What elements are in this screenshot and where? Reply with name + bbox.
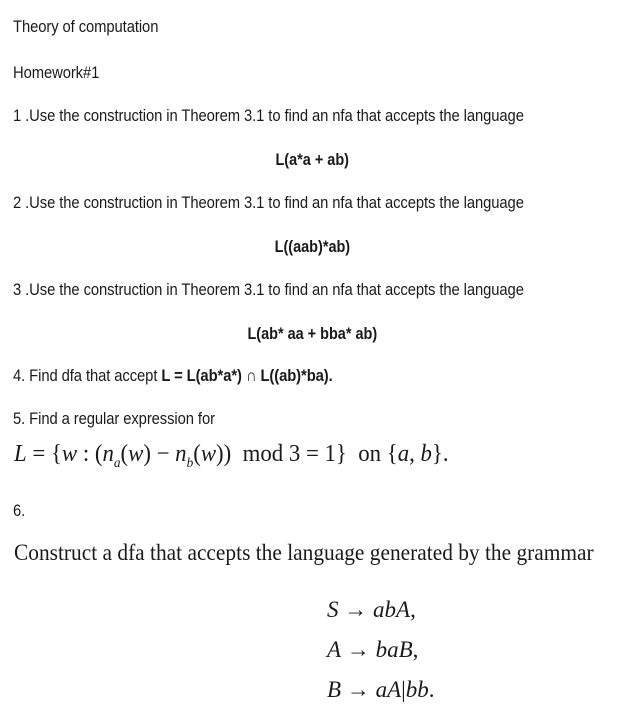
question-2-text: 2 .Use the construction in Theorem 3.1 to find an nfa that accepts the language (13, 193, 524, 212)
question-5-math-formula: L = {w : $(n_a(w) - n_b(w))$ mod 3 = 1} on {a, b}. (14, 441, 449, 471)
question-4-prefix: 4. Find dfa that accept (13, 366, 162, 385)
question-3-expression-row (0, 324, 624, 344)
question-3-expression: L(ab* aa + bba* ab) (247, 324, 377, 343)
question-4-expression: L = L(ab*a*) ∩ L((ab)*ba). (161, 366, 333, 385)
grammar-rule-s: S → abA, (327, 597, 416, 622)
question-4 (13, 366, 333, 386)
question-2-expression: L((aab)*ab) (274, 237, 350, 256)
document-title: Theory of computation (13, 17, 159, 36)
question-5-math (14, 441, 449, 472)
question-1-expression-row (0, 150, 624, 170)
question-3-text: 3 .Use the construction in Theorem 3.1 to find an nfa that accepts the language (13, 280, 524, 299)
question-2-expression-row (0, 237, 624, 257)
question-5-text: 5. Find a regular expression for (13, 409, 215, 428)
question-1-expression: L(a*a + ab) (275, 150, 349, 169)
homework-label: Homework#1 (13, 63, 100, 82)
question-1-text: 1 .Use the construction in Theorem 3.1 to find an nfa that accepts the language (13, 106, 524, 125)
grammar-rule-a: A → baB, (327, 637, 419, 662)
question-6-number: 6. (13, 501, 26, 520)
grammar-rule-b: B → aA|bb. (327, 677, 435, 702)
question-6-text: Construct a dfa that accepts the language generated by the grammar (14, 540, 594, 565)
